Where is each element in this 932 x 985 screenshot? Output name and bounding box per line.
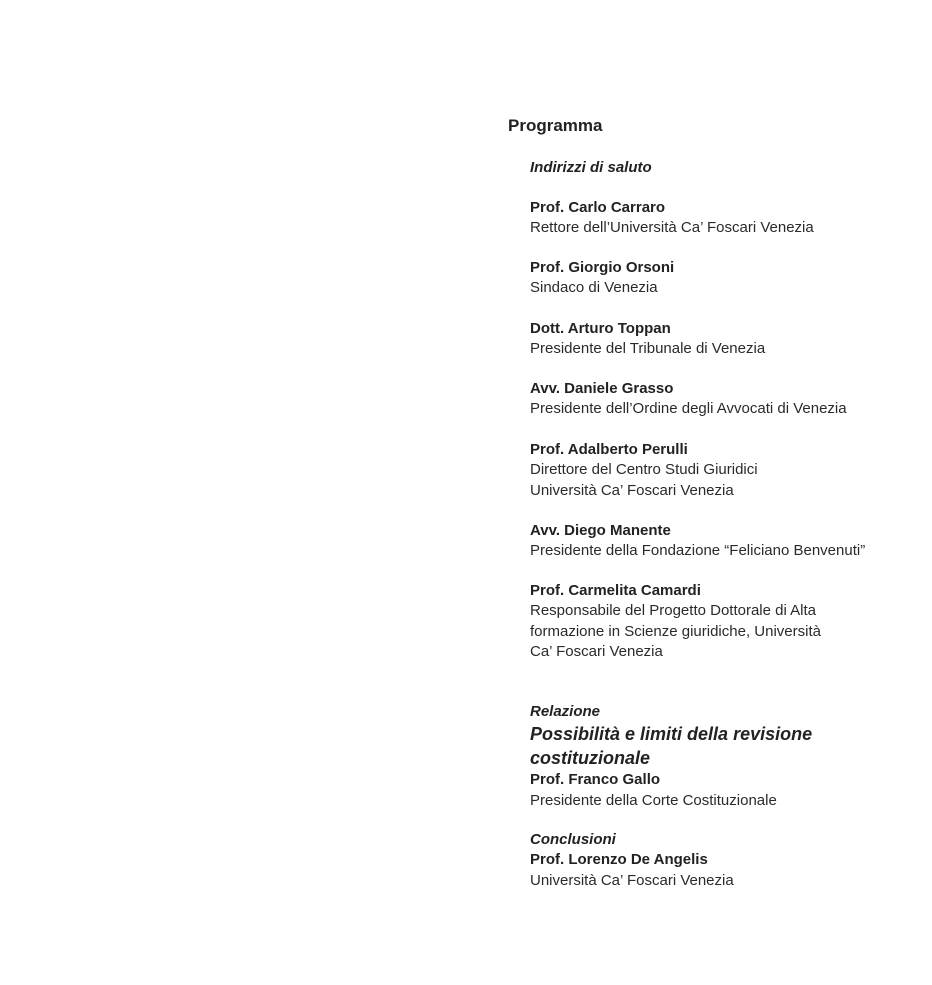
speaker-name: Prof. Giorgio Orsoni [530,259,675,276]
speaker-role: Presidente del Tribunale di Venezia [530,340,766,358]
speaker-name: Prof. Franco Gallo [530,771,661,789]
speaker-role: Ca’ Foscari Venezia [530,642,663,660]
speaker-role: Università Ca’ Foscari Venezia [530,871,734,889]
speaker-role: Università Ca’ Foscari Venezia [530,481,734,499]
speaker-manente [530,521,865,562]
speaker-name: Prof. Lorenzo De Angelis [530,851,708,869]
speaker-perulli [530,440,758,501]
speaker-role: Presidente della Corte Costituzionale [530,791,777,809]
section-label: Conclusioni [530,831,616,848]
section-label: Indirizzi di saluto [530,159,652,176]
relazione-section [530,702,812,811]
speaker-name: Avv. Daniele Grasso [530,380,674,397]
lecture-title: Possibilità e limiti della revisione [530,724,813,745]
speaker-camardi [530,581,821,662]
speaker-carraro [530,198,814,239]
speaker-role: Presidente dell’Ordine degli Avvocati di Venezia [530,400,847,418]
speaker-name: Prof. Adalberto Perulli [530,441,688,458]
speaker-name: Avv. Diego Manente [530,522,671,539]
speaker-name: Prof. Carmelita Camardi [530,582,701,599]
speaker-role: Presidente della Fondazione “Feliciano Benvenuti” [530,542,866,560]
section-label: Relazione [530,703,601,720]
speaker-role: formazione in Scienze giuridiche, Università [530,622,821,640]
speaker-orsoni [530,258,674,299]
conclusioni-section [530,830,734,891]
speaker-grasso [530,379,847,420]
speaker-role: Sindaco di Venezia [530,279,658,297]
speaker-name: Dott. Arturo Toppan [530,320,671,337]
lecture-title: costituzionale [530,748,651,769]
speaker-role: Direttore del Centro Studi Giuridici [530,461,758,479]
speaker-role: Responsabile del Progetto Dottorale di Alta [530,602,817,620]
programme-heading: Programma [508,116,603,135]
speaker-toppan [530,319,765,360]
speaker-name: Prof. Carlo Carraro [530,199,666,216]
greetings-section-label [530,158,652,178]
speaker-role: Rettore dell’Università Ca’ Foscari Venezia [530,219,814,237]
